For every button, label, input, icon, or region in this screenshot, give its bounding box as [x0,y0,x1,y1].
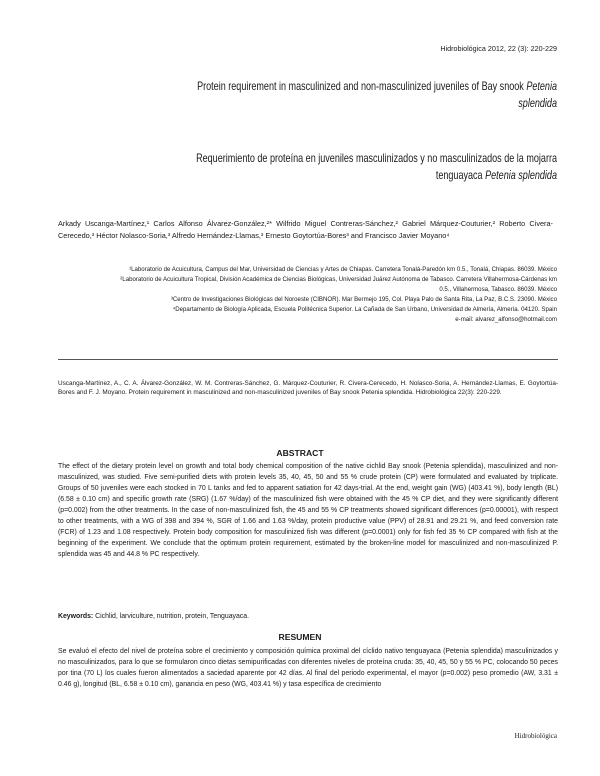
abstract-heading: ABSTRACT [276,448,324,458]
article-title-spanish: Requerimiento de proteína en juveniles masculinizados y no masculinizados de la mojarra tenguayaca Petenia splendida [196,152,557,182]
keywords-label: Keywords: [58,613,94,620]
affiliation-2: ²Laboratorio de Acuicultura Tropical, División Académica de Ciencias Biológicas, Universidad Juárez Autónoma de Tabasco. Carretera Villahermosa-Cárdenas km 0.5., Villahermosa, Tabasco. 86039. México [120,275,557,293]
author-list: Arkady Uscanga-Martínez,¹ Carlos Alfonso Álvarez-González,²* Wilfrido Miguel Contreras-Sánchez,² Gabriel Márquez-Couturier,² Roberto Civera-Cerecedo,³ Héctor Nolasco-Soria,³ Alfredo Hernández-Llamas,³ Ernesto Goytortúa-Bores³ and Francisco Javier Moyano⁴ [58,219,553,241]
resumen-heading: RESUMEN [278,632,322,642]
affiliation-3: ³Centro de Investigaciones Biológicas del Noroeste (CIBNOR). Mar Bermejo 195, Col. Playa Palo de Santa Rita, La Paz, B.C.S. 23090. México [170,295,557,303]
affiliation-4: ⁴Departamento de Biología Aplicada, Escuela Politécnica Superior. La Cañada de San Urbano, Universidad de Almería, Almería. 04120. Spain [172,305,557,313]
journal-reference: Hidrobiológica 2012, 22 (3): 220-229 [440,44,557,53]
keywords-text: Cichlid, larviculture, nutrition, protein, Tenguayaca. [95,613,250,620]
citation: Uscanga-Martínez, A., C. A. Álvarez-González, W. M. Contreras-Sánchez, G. Márquez-Couturier, R. Civera-Cerecedo, H. Nolasco-Soria, A. Hernández-Llamas, E. Goytortúa-Bores and F. J. Moyano. Protein requirement in masculinized and non-masculinized juveniles of Bay snook Petenia splendida. Hidrobiológica 22(3): 220-229. [58,380,558,397]
affiliations [117,265,557,324]
section-divider [58,359,558,360]
affiliation-1: ¹Laboratorio de Acuicultura, Campus del Mar, Universidad de Ciencias y Artes de Chiapas. Carretera Tonalá-Paredón km 0.5., Tonalá, Chiapas. 86039. México [129,266,557,273]
keywords [58,613,558,620]
abstract-text: The effect of the dietary protein level on growth and total body chemical composition of the native cichlid Bay snook (Petenia splendida), masculinized and non-masculinized, was studied. Five semi-purified diets with protein levels 35, 40, 45, 50 and 55 % crude protein (CP) were formulated and evaluated by triplicate. Groups of 50 juveniles were each stocked in 70 L tanks and fed to apparent satiation for 42 days-trial. At the end, weight gain (WG) (403.41 %), body length (BL) (6.58 ± 0.10 cm) and specific growth rate (SRG) (1.67 %/day) of the masculinized fish were obtained with the 45 % CP diet, and they were significantly different (p=0.002) from the other treatments. In the case of non-masculinized fish, the 45 and 55 % CP treatments showed significant differences (p=0.00001), with respect to other treatments, with a WG of 398 and 394 %, SGR of 1.66 and 1.63 %/day, protein productive value (PPV) of 28.91 and 29.21 %, and feed conversion rate (FCR) of 1.23 and 1.08 respectively. Protein body composition for masculinized fish was different (p=0.0001) only for fish fed 35 % CP compared with fish at the beginning of the experiment. We conclude that the optimum protein requirement, estimated by the broken-line model for masculinized and non-masculinized P. splendida was 45 and 44.8 % PC respectively. [58,463,558,558]
article-title-english: Protein requirement in masculinized and non-masculinized juveniles of Bay snook Petenia splendida [197,80,557,110]
footer-journal-name: Hidrobiológica [514,732,557,740]
corresponding-email: e-mail: alvarez_alfonso@hotmail.com [455,315,557,323]
resumen-text: Se evaluó el efecto del nivel de proteína sobre el crecimiento y composición química proximal del cíclido nativo tenguayaca (Petenia splendida) masculinizados y no masculinizados, para lo que se formularon cinco dietas semipurificadas con diferentes niveles de proteína cruda: 35, 40, 45, 50 y 55 % PC, colocando 50 peces por tina (70 L) los cuales fueron alimentados a saciedad aparente por 42 días. Al final del periodo experimental, el mayor (p=0.002) peso promedio (AW, 3.31 ± 0.46 g), longitud (BL, 6.58 ± 0.10 cm), ganancia en peso (WG, 403.41 %) y tasa específica de crecimiento [58,648,558,688]
